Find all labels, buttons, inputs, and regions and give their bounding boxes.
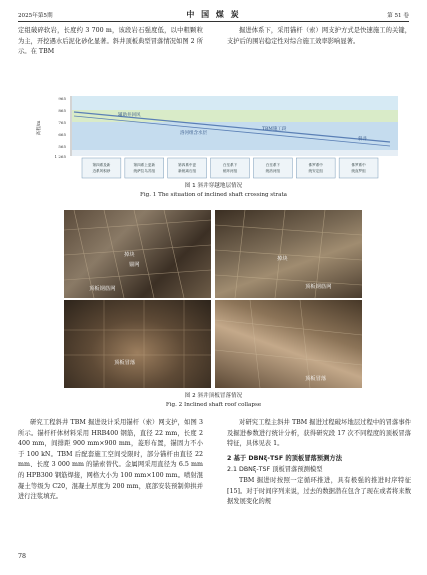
top-right-column — [227, 26, 411, 47]
strata-label: 侏罗系中 — [351, 163, 366, 167]
page-number: 78 — [18, 553, 27, 560]
strata-label: 新统离石组 — [178, 169, 197, 173]
mesh-pattern — [215, 300, 362, 388]
volume-label: 第 51 卷 — [387, 13, 409, 19]
figure-1-caption-zh: 图 1 斜井穿越地层情况 — [184, 183, 243, 189]
aquifer-band — [72, 122, 398, 150]
y-tick: 665 — [58, 132, 66, 137]
photo-label: 掉块 — [124, 252, 135, 258]
mesh-pattern — [215, 210, 362, 298]
journal-title: 中 国 煤 炭 — [186, 9, 241, 19]
photo-label: 顶板钢筋网 — [305, 284, 332, 290]
strata-label: 白垩系下 — [222, 163, 238, 167]
strata-legend — [82, 158, 378, 178]
section-2-heading: 2 基于 DBNξ-TSF 的顶板冒落预测方法 — [227, 454, 342, 462]
paragraph: TBM 掘进时按照一定循环推进，具有极强的推进时序特征[15]。对于时间序列来说，过去的数据潜在包含了现在或者将来数据发展变化的规 — [227, 476, 411, 506]
strata-label: 统安定组 — [308, 169, 323, 173]
roof-photo — [64, 300, 211, 388]
top-left-column — [18, 26, 203, 58]
bottom-right-column — [227, 418, 411, 508]
strata-box — [168, 158, 207, 178]
strata-label: 统环河组 — [222, 169, 238, 173]
aquifer-annotation: 洛河组含水层 — [180, 131, 207, 136]
y-tick: 1 265 — [54, 154, 66, 159]
mesh-pattern — [64, 210, 211, 298]
strata-label: 第四系及新 — [92, 163, 111, 167]
photo-label: 顶板钢筋网 — [89, 286, 116, 292]
issue-label: 2025年第5期 — [18, 13, 53, 19]
strata-box — [339, 158, 378, 178]
roof-photo — [215, 210, 362, 298]
strata-label: 近系风积砂 — [92, 169, 111, 173]
strata-box — [82, 158, 121, 178]
y-tick: 965 — [58, 96, 66, 101]
y-tick: 865 — [58, 108, 66, 113]
mesh-pattern — [64, 300, 211, 388]
figure-1-caption-en: Fig. 1 The situation of inclined shaft crossing strata — [139, 192, 288, 198]
shaft-annotation: 辅助井回风 — [118, 113, 141, 118]
header-rule — [18, 21, 409, 22]
y-tick: 565 — [58, 144, 66, 149]
roof-photo — [215, 300, 362, 388]
y-axis-label: 高程/m — [37, 120, 42, 136]
paragraph: 研究工程斜井 TBM 掘进设计采用锚杆（索）网支护，如图 3 所示。锚杆杆体材料采用 HRB400 钢筋，直径 22 mm，长度 2 400 mm，间排距 900 mm×900 mm，菱形布置，锚固力不小于 100 kN。TBM 后配套施工空间受限时，部分锚杆由直径 22 mm、长度 3 000 mm 的锚索替代。金属网采用直径为 6.5 mm 的 HPB300 钢筋焊接，网格大小为 100 mm×100 mm。喷射混凝土等级为 C20，混凝土厚度为 200 mm，底部安装预制仰拱并进行注浆填充。 — [18, 419, 203, 501]
figure-2-caption-en: Fig. 2 Inclined shaft roof collapse — [165, 402, 262, 408]
lower-band — [72, 150, 398, 156]
paragraph: 对研究工程主斜井 TBM 掘进过程破坏地层过程中的冒落事件及掘进参数进行统计分析，获得研究段 17 次不同程度的顶板冒落特征，具体见表 1。 — [227, 419, 411, 448]
running-header — [18, 9, 409, 21]
paragraph: 掘进体系下，采用锚杆（索）网支护方式是快速施工的关键，支护后的围岩稳定性对综合施工效率影响显著。 — [227, 27, 411, 45]
strata-box — [253, 158, 292, 178]
strata-label: 侏罗系中 — [308, 163, 323, 167]
strata-label: 统萨拉乌苏组 — [133, 169, 156, 173]
photo-label: 顶板冒落 — [305, 376, 327, 382]
section-2-1-heading: 2.1 DBNξ-TSF 顶板冒落预测模型 — [227, 466, 323, 474]
paragraph: 定组破碎软岩，长度约 3 700 m，该段岩石强度低，以中粗颗粒为主，开挖遇水后泥化砂化显著。斜井顶板典型冒落情况如图 2 所示。在 TBM — [18, 27, 203, 56]
shaft-annotation: TBM施工段 — [262, 127, 287, 132]
figure-2-photo-grid — [64, 210, 362, 388]
bottom-left-column — [18, 418, 203, 503]
strata-label: 第四系中更 — [178, 163, 197, 167]
sky-band — [72, 96, 398, 110]
photo-label: 掉块 — [277, 256, 288, 262]
strata-label: 统洛河组 — [265, 169, 281, 173]
strata-label: 第四系上更新 — [133, 163, 156, 167]
shaft-annotation: 斜井 — [358, 137, 367, 142]
figure-2-caption-zh: 图 2 斜井顶板冒落情况 — [184, 393, 243, 399]
photo-label: 顶板冒落 — [114, 360, 136, 366]
strata-label: 白垩系下 — [265, 163, 281, 167]
photo-label: 锚网 — [129, 262, 140, 268]
roof-photo — [64, 210, 211, 298]
strata-box — [211, 158, 250, 178]
strata-box — [125, 158, 164, 178]
y-tick: 765 — [58, 120, 66, 125]
strata-label: 统直罗组 — [351, 169, 366, 173]
strata-box — [296, 158, 335, 178]
figure-1-strata-diagram — [30, 92, 400, 180]
